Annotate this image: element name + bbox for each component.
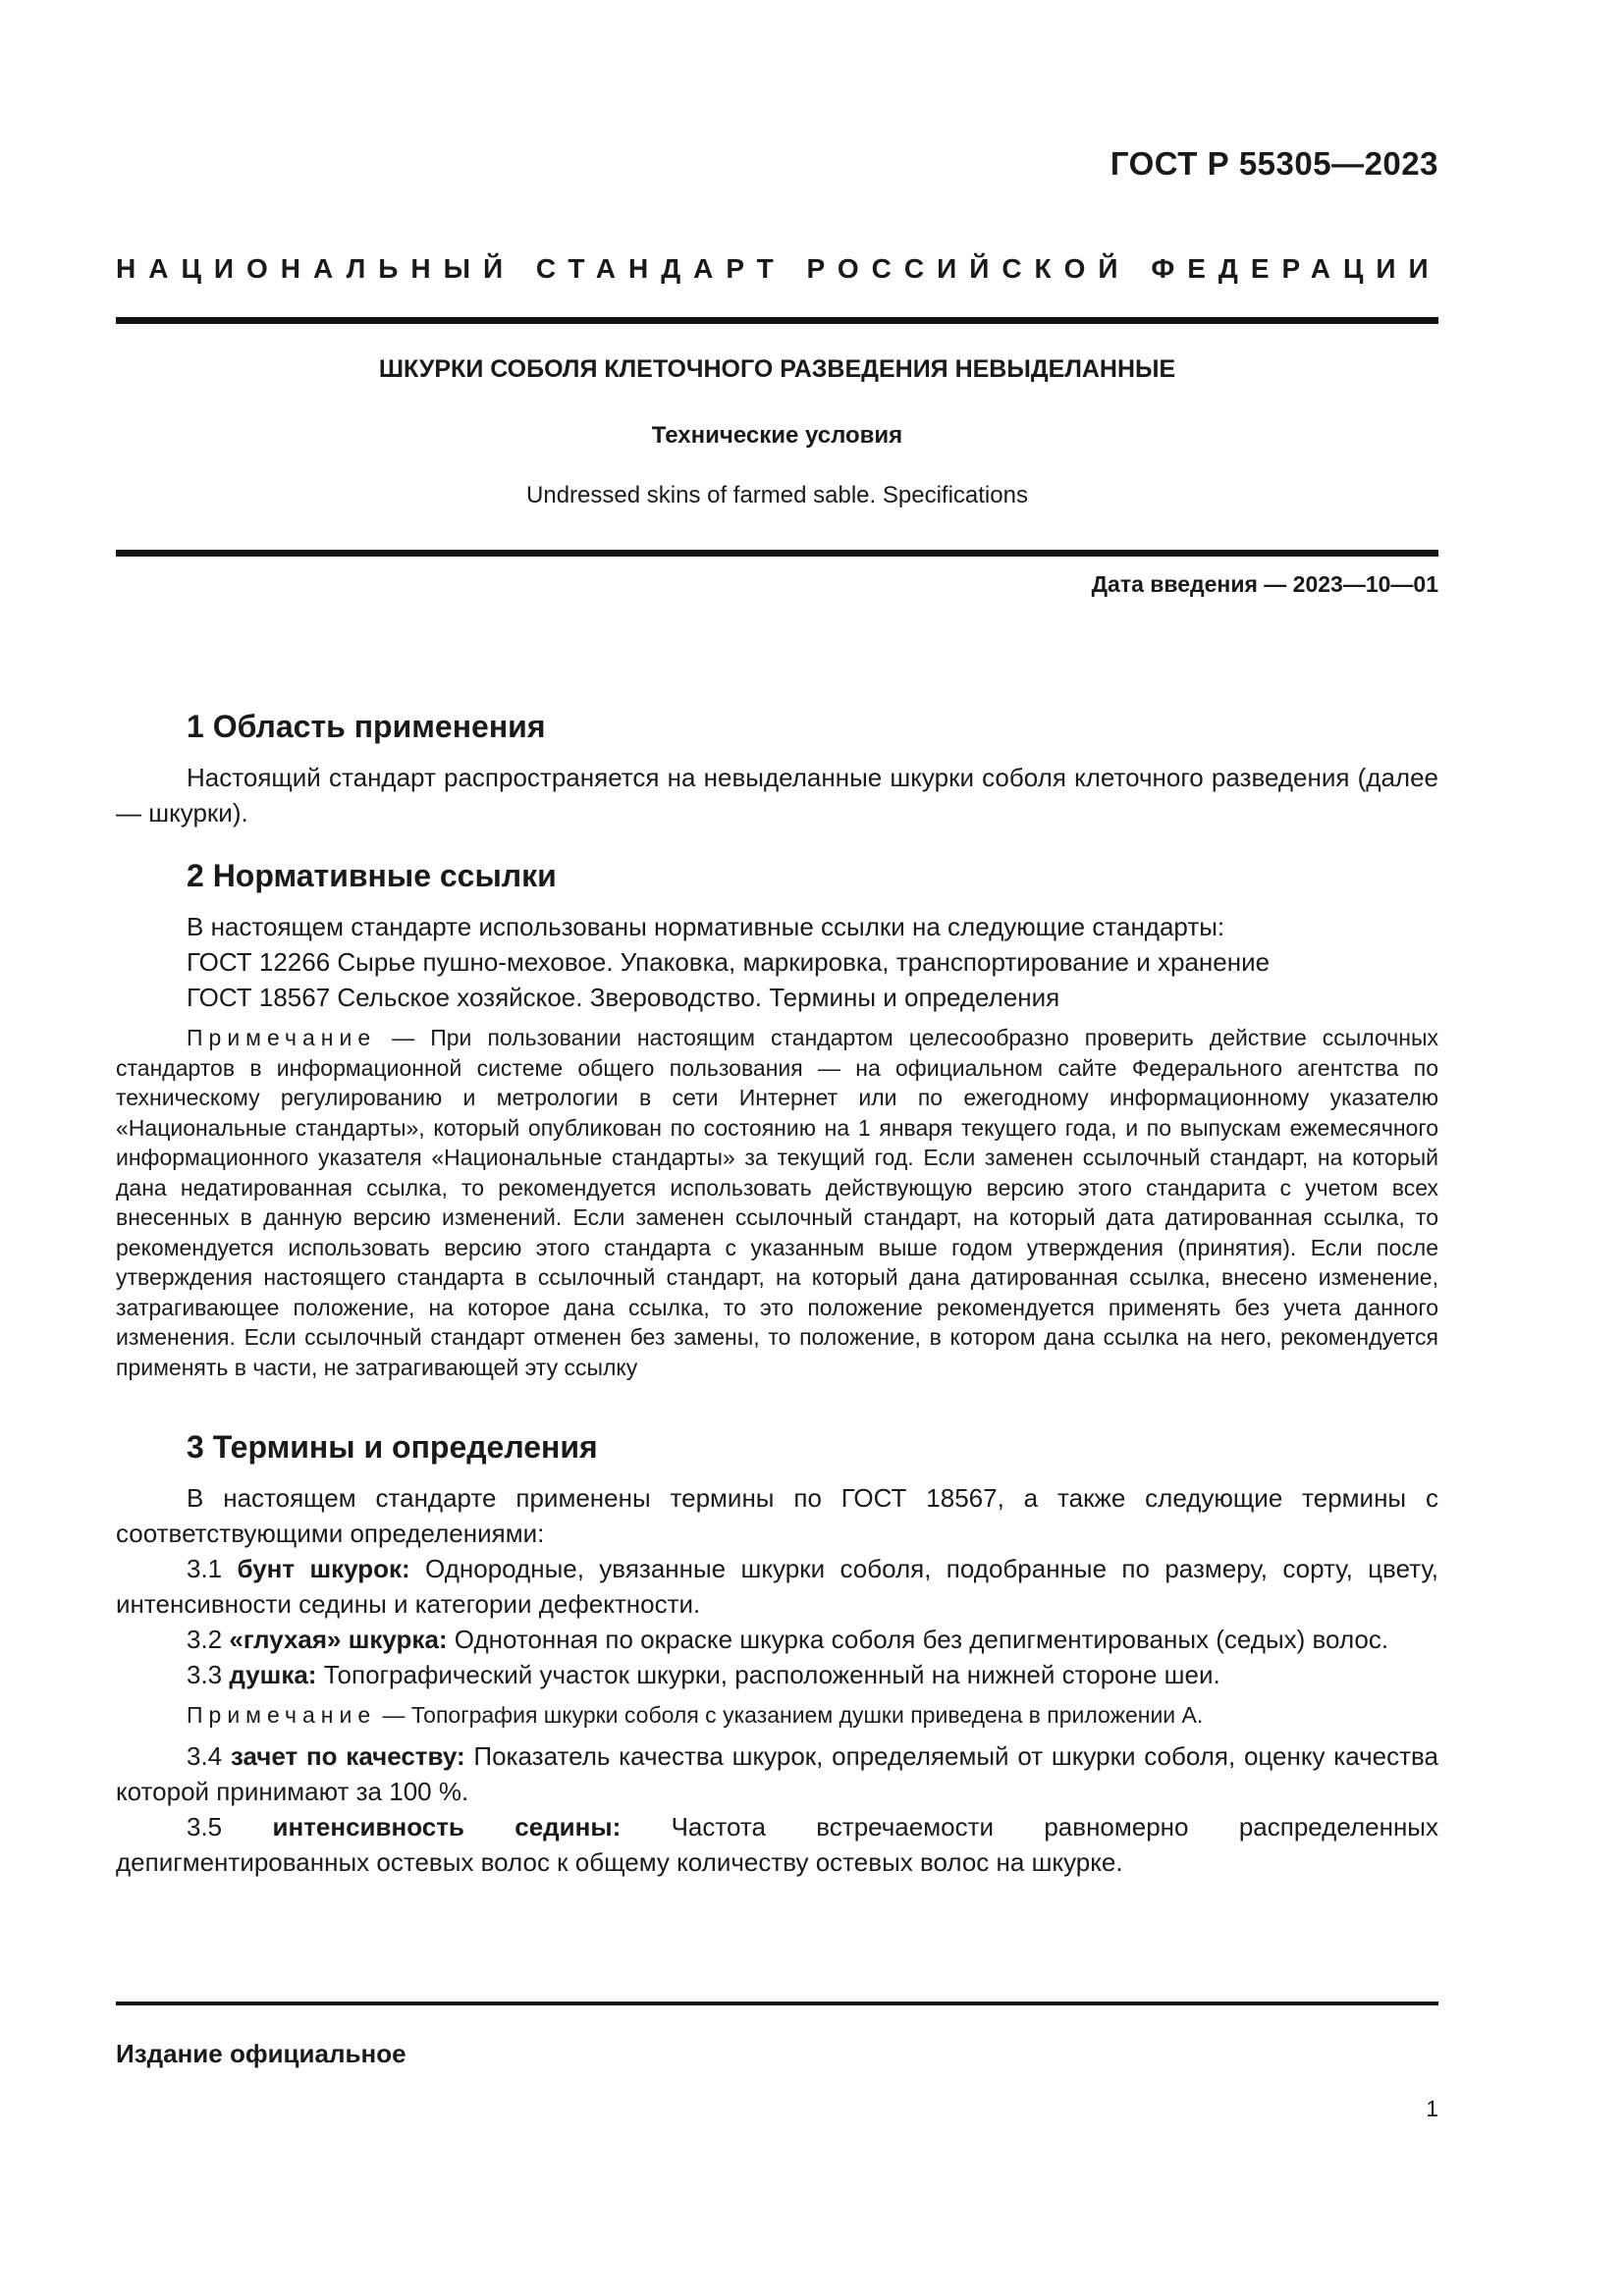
term-entry [116, 1657, 1438, 1692]
document-subtitle: Технические условия [651, 422, 903, 449]
term-name: бунт шкурок: [237, 1554, 410, 1583]
note-text: — Топография шкурки соболя с указанием душки приведена в приложении А. [376, 1702, 1204, 1728]
introduction-date: Дата введения — 2023—10—01 [1091, 571, 1438, 597]
document-code: ГОСТ Р 55305—2023 [1110, 145, 1438, 182]
note-label: Примечание [187, 1702, 377, 1728]
title-rule [116, 550, 1438, 557]
document-title: ШКУРКИ СОБОЛЯ КЛЕТОЧНОГО РАЗВЕДЕНИЯ НЕВЫДЕЛАННЫЕ [378, 355, 1176, 383]
term-entry [116, 1622, 1438, 1657]
term-name: интенсивность седины: [272, 1811, 622, 1842]
term-definition: Показатель качества шкурок, определяемый от шкурки соболя, оценку качества которой принимают за 100 %. [116, 1740, 1438, 1806]
section-1-text: Настоящий стандарт распространяется на невыделанные шкурки соболя клеточного разведения (далее — шкурки). [116, 763, 1438, 828]
term-number: 3.1 [187, 1554, 238, 1583]
section-3-note [116, 1700, 1438, 1731]
official-edition-label: Издание официальное [116, 2039, 406, 2068]
term-name: «глухая» шкурка: [229, 1625, 448, 1654]
english-title: Undressed skins of farmed sable. Specifications [526, 482, 1028, 508]
reference-item: ГОСТ 18567 Сельское хозяйское. Звероводство. Термины и определения [187, 983, 1060, 1012]
section-1-heading: 1 Область применения [187, 709, 546, 744]
reference-item: ГОСТ 12266 Сырье пушно-меховое. Упаковка, маркировка, транспортирование и хранение [187, 947, 1271, 977]
document-body [116, 707, 1438, 1880]
term-entry [116, 1551, 1438, 1622]
term-number: 3.2 [187, 1625, 230, 1654]
section-2-note [116, 1023, 1438, 1382]
section-2-heading: 2 Нормативные ссылки [187, 858, 557, 893]
term-entry [116, 1738, 1438, 1809]
section-3-intro: В настоящем стандарте применены термины по ГОСТ 18567, а также следующие термины с соответствующими определениями: [116, 1483, 1438, 1548]
term-name: душка: [229, 1660, 317, 1689]
term-definition: Однотонная по окраске шкурка соболя без депигментированых (седых) волос. [447, 1625, 1389, 1654]
term-definition: Однородные, увязанные шкурки соболя, подобранные по размеру, сорту, цвету, интенсивности седины и категории дефектности. [116, 1554, 1438, 1619]
term-name: зачет по качеству: [230, 1740, 465, 1771]
term-definition: Частота встречаемости равномерно распределенных депигментированных остевых волос к общему количеству остевых волос на шкурке. [116, 1811, 1438, 1877]
term-number: 3.4 [187, 1740, 231, 1771]
page-number: 1 [1426, 2096, 1438, 2121]
top-rule [116, 317, 1438, 324]
term-number: 3.3 [187, 1660, 230, 1689]
note-label: Примечание [187, 1025, 377, 1050]
term-definition: Топографический участок шкурки, расположенный на нижней стороне шеи. [316, 1660, 1220, 1689]
section-3-heading: 3 Термины и определения [187, 1429, 598, 1465]
term-number: 3.5 [187, 1811, 273, 1842]
national-standard-heading: НАЦИОНАЛЬНЫЙ СТАНДАРТ РОССИЙСКОЙ ФЕДЕРАЦИИ [116, 253, 1441, 284]
note-text: — При пользовании настоящим стандартом целесообразно проверить действие ссылочных стандартов в информационной системе общего пользования — на официальном сайте Федерального агентства по техническому регулированию и метрологии в сети Интернет или по ежегодному информационному указателю «Национальные стандарты», который опубликован по состоянию на 1 января текущего года, и по выпускам ежемесячного информационного указателя «Национальные стандарты» за текущий год. Если заменен ссылочный стандарт, на который дана недатированная ссылка, то рекомендуется использовать действующую версию этого стандарита с учетом всех внесенных в данную версию изменений. Если заменен ссылочный стандарт, на который дата датированная ссылка, то рекомендуется использовать версию этого стандарта с указанным выше годом утверждения (принятия). Если после утверждения настоящего стандарта в ссылочный стандарт, на который дана датированная ссылка, внесено изменение, затрагивающее положение, на которое дана ссылка, то это положение рекомендуется применять без учета данного изменения. Если ссылочный стандарт отменен без замены, то положение, в котором дана ссылка на него, рекомендуется применять в части, не затрагивающей эту ссылку [116, 1025, 1438, 1380]
section-2-intro: В настоящем стандарте использованы нормативные ссылки на следующие стандарты: [187, 912, 1225, 941]
term-entry [116, 1809, 1438, 1880]
footer-rule [116, 2002, 1438, 2005]
